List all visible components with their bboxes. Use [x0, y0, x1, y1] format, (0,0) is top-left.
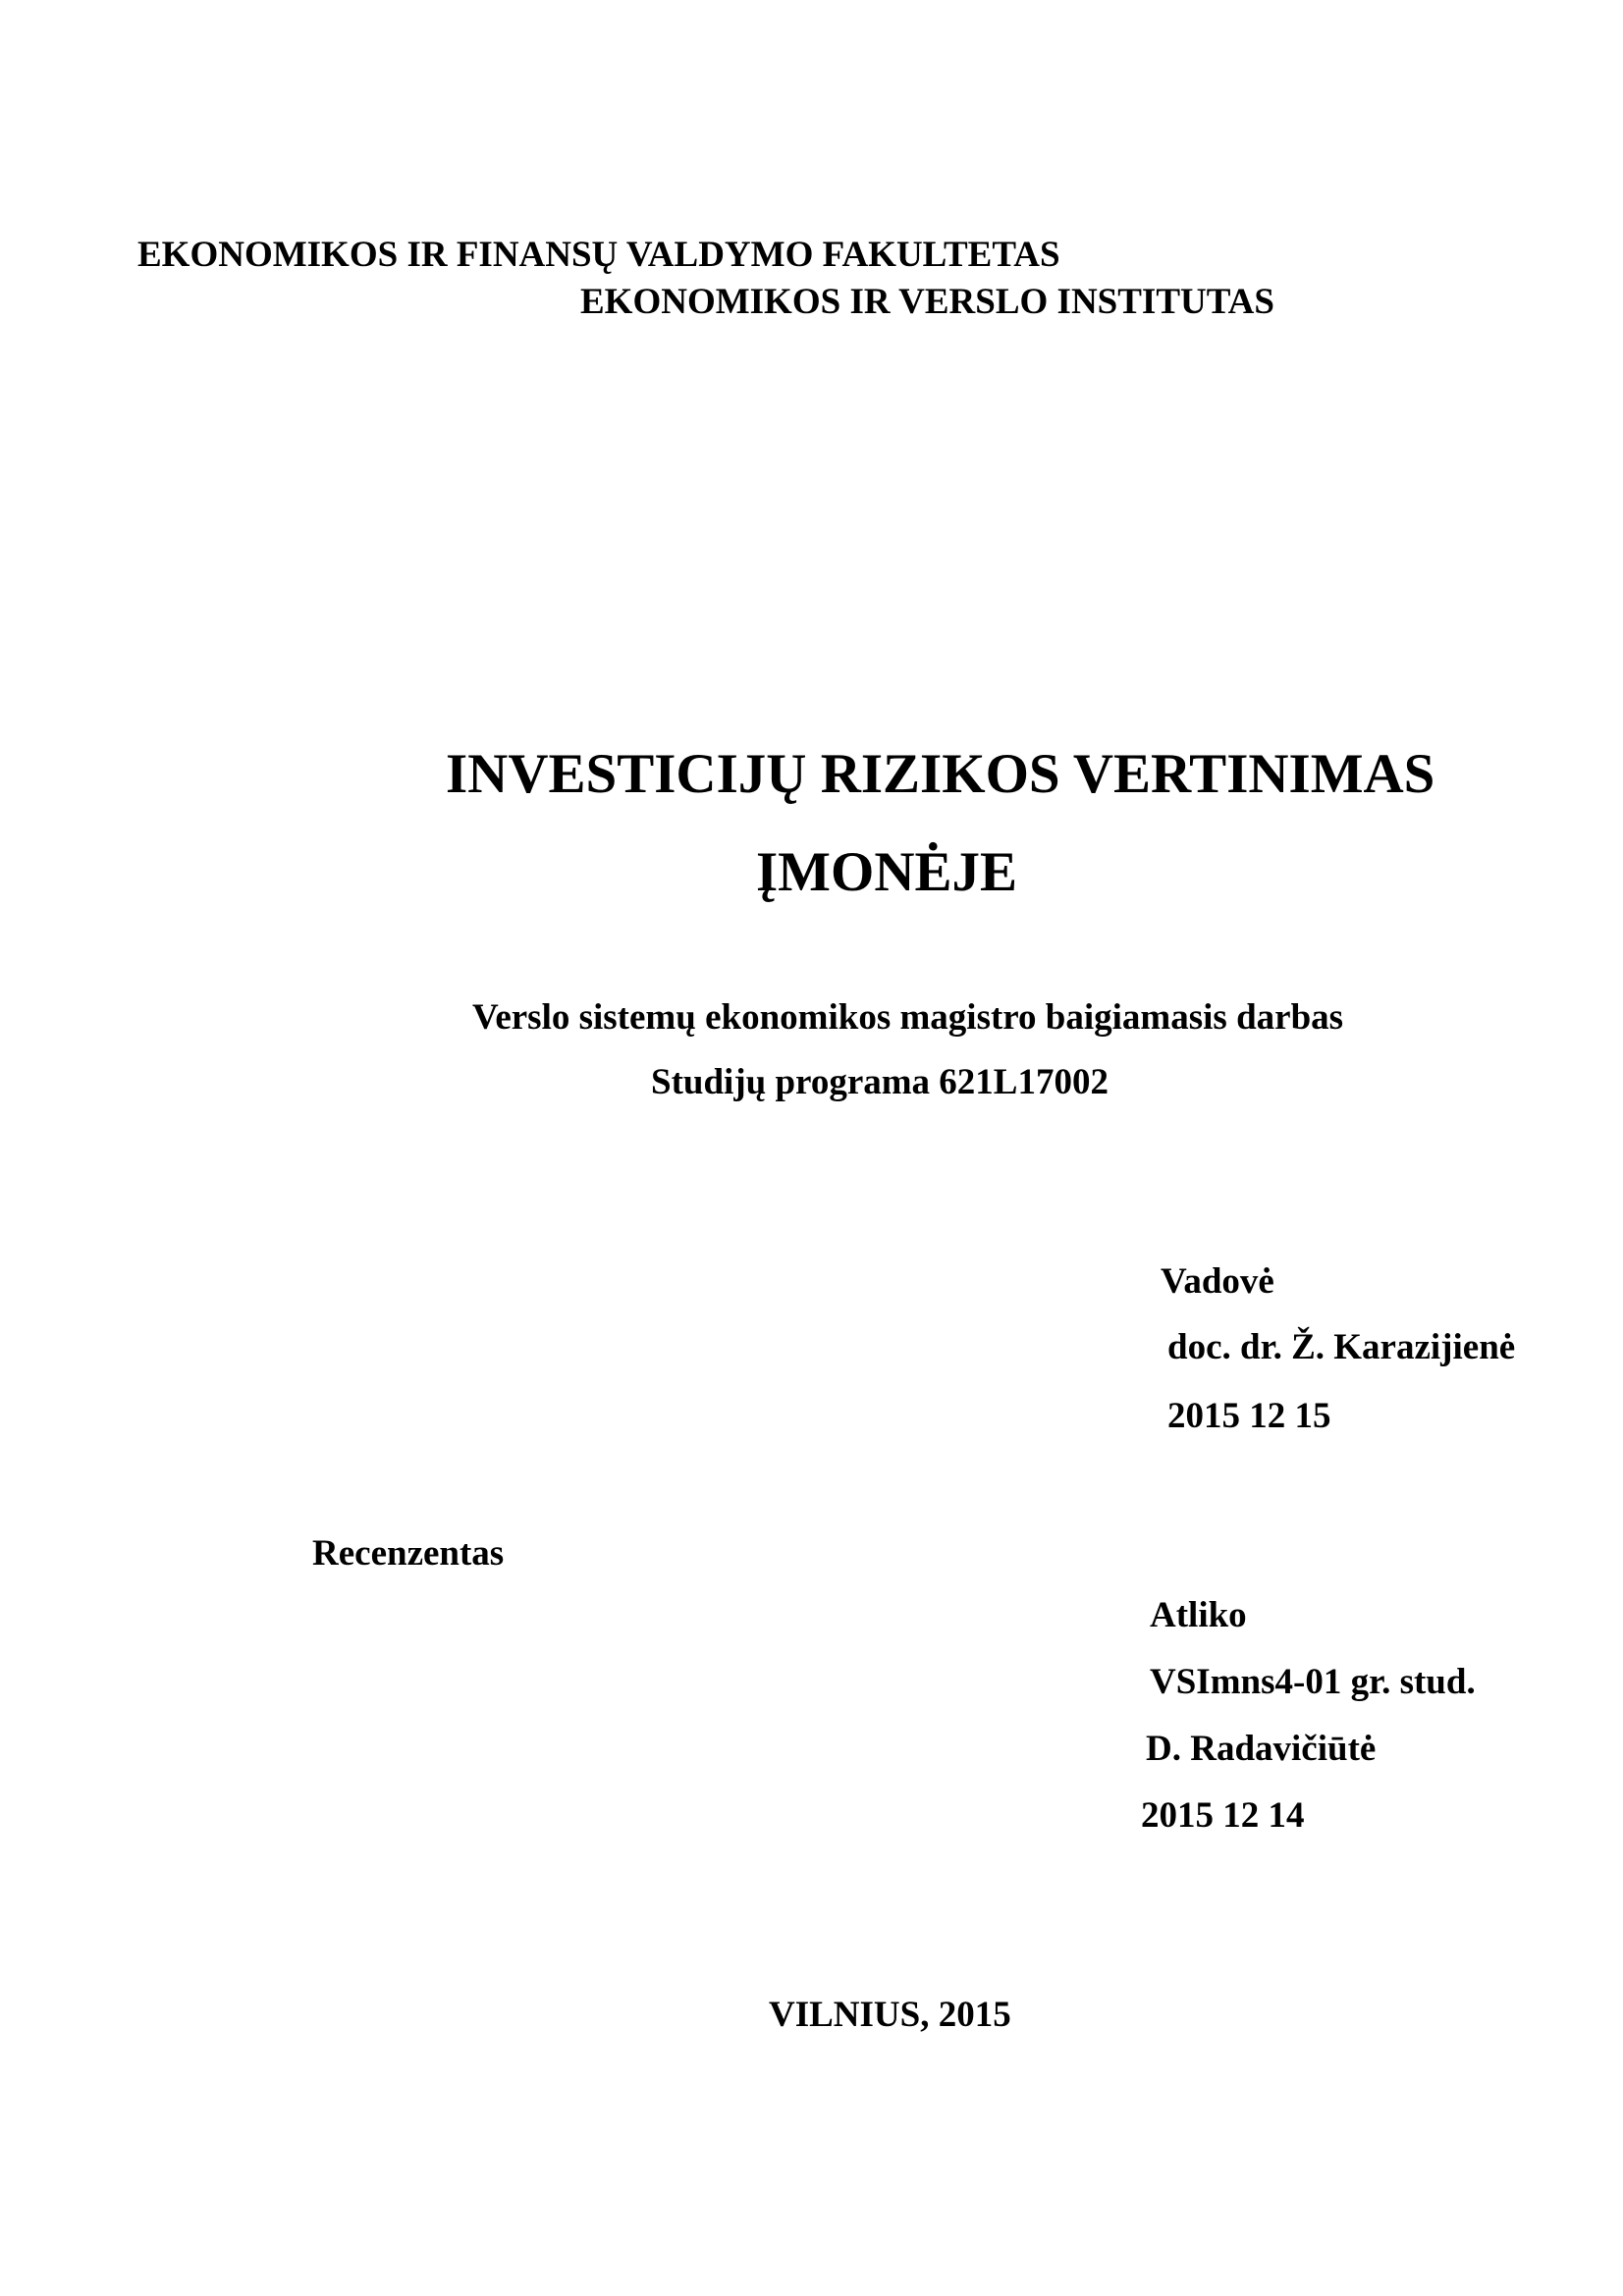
work-type: Verslo sistemų ekonomikos magistro baigiamasis darbas: [472, 997, 1344, 1038]
author-name: D. Radavičiūtė: [1146, 1729, 1377, 1769]
faculty-name: EKONOMIKOS IR FINANSŲ VALDYMO FAKULTETAS: [137, 235, 1060, 275]
thesis-title-line-1: INVESTICIJŲ RIZIKOS VERTINIMAS: [446, 743, 1435, 805]
thesis-title-line-2: ĮMONĖJE: [756, 841, 1018, 903]
supervisor-label: Vadovė: [1161, 1261, 1274, 1302]
supervisor-name: doc. dr. Ž. Karazijienė: [1167, 1327, 1516, 1367]
author-group: VSImns4-01 gr. stud.: [1150, 1662, 1476, 1702]
reviewer-label: Recenzentas: [312, 1533, 505, 1574]
city-year: VILNIUS, 2015: [769, 1995, 1011, 2035]
study-program: Studijų programa 621L17002: [651, 1062, 1109, 1102]
author-date: 2015 12 14: [1141, 1795, 1305, 1836]
supervisor-date: 2015 12 15: [1167, 1396, 1331, 1436]
institute-name: EKONOMIKOS IR VERSLO INSTITUTAS: [580, 282, 1274, 322]
author-label: Atliko: [1150, 1595, 1247, 1635]
